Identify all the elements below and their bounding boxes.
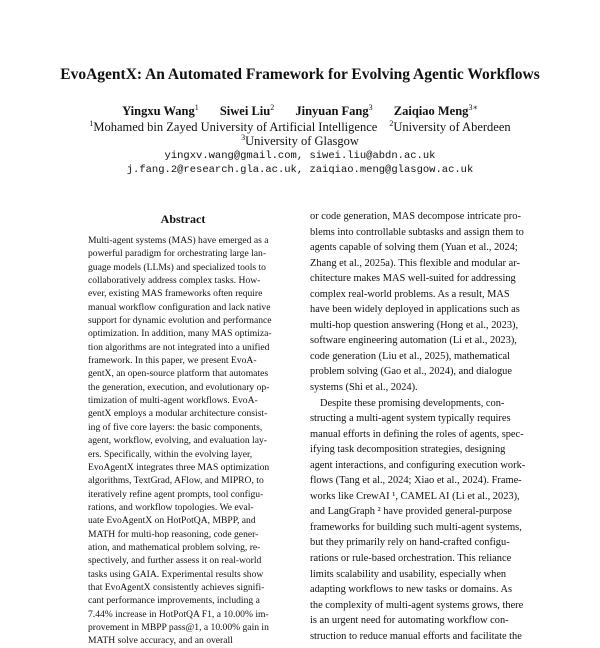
abstract-line: guage models (LLMs) and specialized tools to [88,261,266,273]
abstract-line: gentX, an open-source platform that automates [88,368,269,380]
author-emails: j.fang.2@research.gla.ac.uk, zaiqiao.meng@glasgow.ac.uk [126,164,474,176]
abstract-line: rations, and workflow topologies. We eval- [88,501,254,513]
author-emails: yingxv.wang@gmail.com, siwei.liu@abdn.ac.uk [164,150,436,162]
body-text-line: Zhang et al., 2025a). This flexible and modular ar- [310,257,520,269]
abstract-line: tasks using GAIA. Experimental results show [88,568,264,580]
abstract-line: timization of multi-agent workflows. EvoA- [88,395,258,407]
abstract-line: manual workflow configuration and lack native [88,301,271,313]
affiliation: $^1$Mohamed bin Zayed University of Artificial Intelligence [89,118,378,134]
abstract-line: framework. In this paper, we present EvoA- [88,355,257,367]
abstract-line: algorithms, TextGrad, AFlow, and MIPRO, to [88,475,264,487]
abstract-line: 7.44% increase in HotPotQA F1, a 10.00% im- [88,608,269,620]
abstract-line: MATH for multi-hop reasoning, code gener- [88,528,259,540]
body-text-line: structing a multi-agent system typically requires [310,413,511,425]
abstract-line: tion algorithms are not integrated into a unified [88,341,270,353]
body-text-line: adapting workflows to new tasks or domains. As [310,584,513,596]
abstract-line: ever, existing MAS frameworks often require [88,288,263,300]
body-text-line: agents capable of solving them (Yuan et al., 2024; [310,242,518,254]
abstract-line: the generation, execution, and evolutionary op- [88,381,270,393]
body-text-line: rations or rule-based orchestration. This reliance [310,553,512,565]
body-text-line: complex real-world problems. As a result, MAS [310,288,510,300]
body-text-line: have been widely deployed in applications such as [310,304,520,316]
introduction-text [310,209,532,644]
abstract-line: optimization. In addition, many MAS optimiza- [88,328,272,340]
body-text-line: manual efforts in defining the roles of agents, spec- [310,428,524,440]
body-text-line: flows (Tang et al., 2024; Xiao et al., 2024). Frame- [310,475,522,487]
author: Siwei Liu$^2$ [219,102,275,118]
affiliation: $^2$University of Aberdeen [389,118,511,134]
body-text-line: chitecture makes MAS well-suited for addressing [310,273,516,285]
abstract-heading: Abstract [160,212,206,226]
body-text-line: struction to reduce manual efforts and facilitate the [310,630,522,642]
abstract-line: uate EvoAgentX on HotPotQA, MBPP, and [88,515,256,527]
abstract-line: iteratively refine agent prompts, tool configu- [88,488,264,500]
body-text-line: works like CrewAI ¹, CAMEL AI (Li et al., 2023), [310,490,520,502]
abstract-line: Multi-agent systems (MAS) have emerged as a [88,235,269,246]
body-text-line: limits scalability and usability, especially when [310,568,507,580]
body-text-line: systems (Shi et al., 2024). [310,382,418,394]
body-text-line: code generation (Liu et al., 2025), mathematical [310,350,510,362]
body-text-line: frameworks for building such multi-agent systems, [310,521,522,533]
body-text-line: the complexity of multi-agent systems grows, there [310,599,524,611]
body-text-line: or code generation, MAS decompose intricate pro- [310,211,521,222]
abstract-line: that EvoAgentX consistently achieves signifi- [88,581,265,593]
body-text-line: multi-hop question answering (Hong et al., 2023), [310,319,519,331]
body-text-line: ifying task decomposition strategies, designing [310,444,506,456]
abstract-line: collaboratively address complex tasks. How- [88,275,261,287]
abstract-body [88,234,278,648]
body-text-line: but they primarily rely on hand-crafted configu- [310,537,510,549]
body-text-line: Despite these promising developments, con- [320,397,505,409]
abstract-line: spectively, and further assess it on real-world [88,555,262,567]
abstract-line: MATH solve accuracy, and an overall [88,635,233,647]
body-text-line: is an urgent need for automating workflow con- [310,615,509,627]
author: Jinyuan Fang$^3$ [295,102,373,118]
affiliations-line-2 [0,134,600,149]
body-text-line: and LangGraph ² have provided general-purpose [310,506,512,518]
abstract-line: ers. Specifically, within the evolving layer, [88,448,253,460]
abstract-line: ing of five core layers: the basic components, [88,421,263,433]
paper-title: EvoAgentX: An Automated Framework for Evolving Agentic Workflows [60,66,540,83]
abstract-line: provement in MBPP pass@1, a 10.00% gain in [88,621,269,633]
abstract-line: EvoAgentX integrates three MAS optimization [88,461,270,473]
abstract-line: powerful paradigm for orchestrating large lan- [88,248,267,260]
author: Yingxu Wang$^1$ [122,102,199,118]
body-text-line: software engineering automation (Li et al., 2023), [310,335,517,347]
abstract-line: agent, workflow, evolving, and evaluation lay- [88,435,267,447]
body-text-line: blems into controllable subtasks and assign them to [310,226,524,238]
abstract-line: support for dynamic evolution and performance [88,315,272,327]
author: Zaiqiao Meng$^{3∗}$ [393,102,478,118]
abstract-line: cant performance improvements, including a [88,595,260,607]
body-text-line: agent interactions, and configuring execution work- [310,459,526,471]
affiliation: $^3$University of Glasgow [241,132,359,148]
author-list [0,104,600,119]
body-text-line: problem solving (Gao et al., 2024), and dialogue [310,366,512,378]
abstract-line: ation, and mathematical problem solving, re- [88,541,261,553]
abstract-line: gentX employs a modular architecture consist- [88,408,268,420]
affiliations-line-1 [0,120,600,135]
